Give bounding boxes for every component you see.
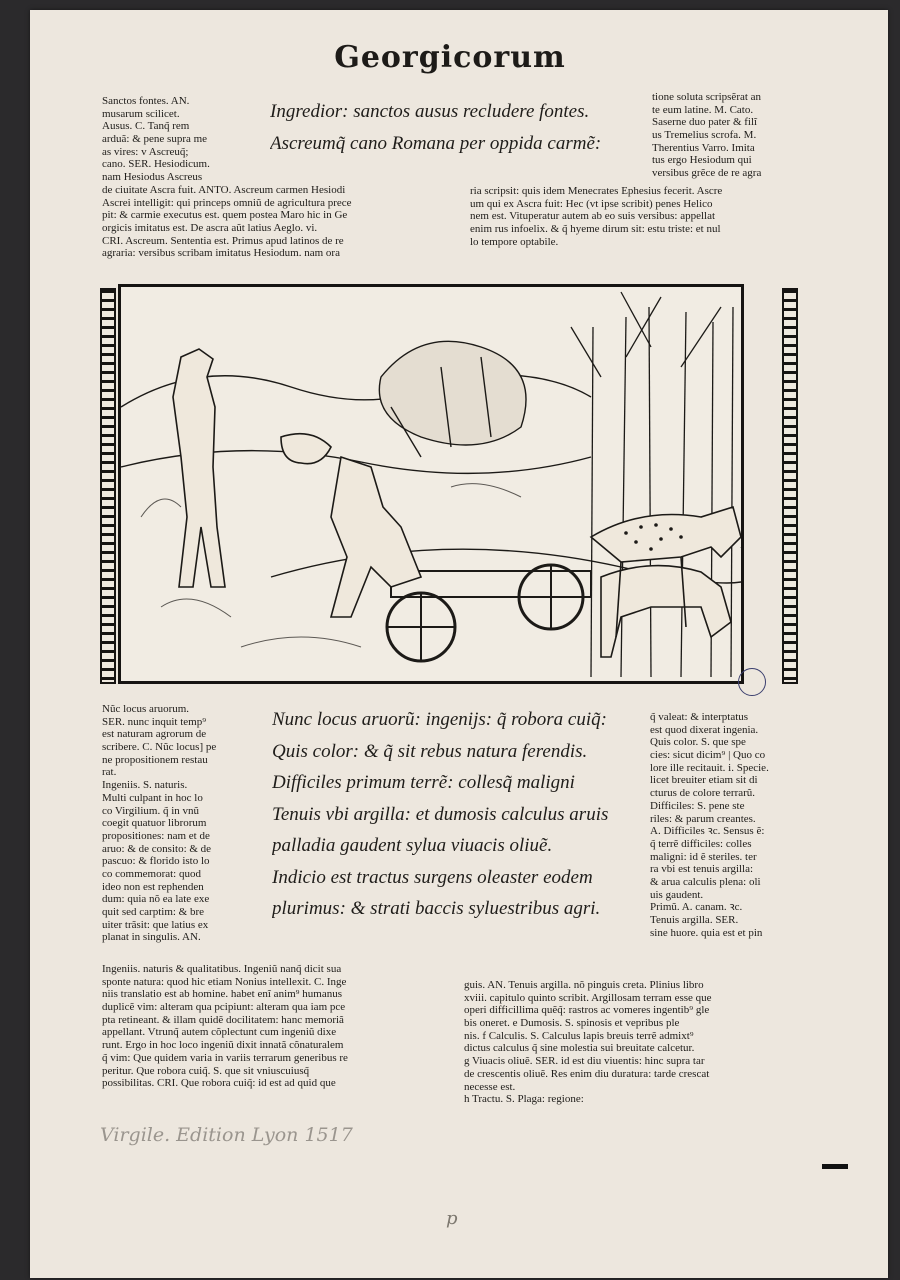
bottom-right-gloss-line: necesse est. [464,1080,516,1093]
library-stamp [738,668,766,696]
top-right-gloss [652,92,802,181]
mid-right-gloss-line: lore ille recitauit. i. Specie. [650,761,769,774]
bottom-right-gloss-line: xviii. capitulo quinto scribit. Argillosam terram esse que [464,991,712,1004]
top-center-gloss-line: lo tempore optabile. [470,235,559,248]
mid-left-gloss-line: est naturam agrorum de [102,728,207,741]
top-right-gloss-line: tus ergo Hesiodum qui [652,154,752,167]
bottom-left-gloss-line: q̃ vim: Que quidem varia in variis terrarum generibus re [102,1051,348,1064]
main-verse-line: Difficiles primum terrẽ: collesq̃ maligni [272,772,575,793]
bottom-right-gloss-line: nis. f Calculis. S. Calculus lapis breuis terrẽ admixt⁹ [464,1029,694,1042]
mid-left-gloss-line: rat. [102,766,117,779]
top-left-gloss-line: cano. SER. Hesiodicum. [102,158,210,171]
mid-right-gloss-line: sine huore. quia est et pin [650,926,763,939]
mid-right-gloss-line: & arua calculis plena: oli [650,875,761,888]
bottom-left-gloss-line: sponte natura: quod hic etiam Nonius intellexit. C. Inge [102,975,347,988]
bottom-right-gloss [464,980,804,1107]
top-verse [270,102,640,166]
top-left-gloss-line: nam Hesiodus Ascreus [102,171,203,184]
mid-right-gloss-line: uis gaudent. [650,888,704,901]
top-left-gloss-line: musarum scilicet. [102,107,180,120]
top-left-gloss-line: pit: & carmie executus est. quem postea Maro hic in Ge [102,209,348,222]
top-right-gloss-line: Saserne duo pater & filĩ [652,116,758,129]
mid-left-gloss-line: co commemorat: quod [102,867,201,880]
mid-right-gloss-line: cies: sicut dicim⁹ | Quo co [650,749,766,762]
mid-left-gloss-line: planat in singulis. AN. [102,931,201,944]
mid-left-gloss-line: ne propositionem restau [102,753,208,766]
mid-left-gloss-line: dum: quia nõ ea late exe [102,893,210,906]
bottom-left-gloss [102,964,442,1091]
mid-left-gloss-line: scribere. C. Nũc locus] pe [102,741,217,754]
top-left-gloss-line: orgicis imitatus est. De ascra aũt latius Aeglo. vi. [102,221,318,234]
top-right-gloss-line: versibus grẽce de re agra [652,167,762,180]
mid-left-gloss-line: Ingeniis. S. naturis. [102,779,188,792]
mid-right-gloss-line: Quis color. S. que spe [650,736,746,749]
main-verse-line: Quis color: & q̃ sit rebus natura ferendis. [272,740,588,762]
main-verse-line: palladia gaudent sylua viuacis oliuẽ. [272,835,553,856]
mid-right-gloss-line: est quod dixerat ingenia. [650,723,759,736]
middle-left-gloss [102,704,266,945]
top-left-gloss-line: Ausus. C. Tanq̃ rem [102,120,190,133]
top-right-gloss-line: us Tremelius scrofa. M. [652,129,757,142]
bottom-left-gloss-line: runt. Ergo in hoc loco ingeniũ dixit innatã cõnaturalem [102,1039,344,1052]
pencil-mark: p [446,1208,458,1229]
mid-left-gloss-line: SER. nunc inquit temp⁹ [102,715,207,728]
mid-left-gloss-line: Nũc locus aruorum. [102,704,190,715]
mid-right-gloss-line: A. Difficiles ꝛc. Sensus ẽ: [650,825,765,838]
top-center-gloss-line: nem est. Vituperatur autem ab eo suis versibus: appellat [470,210,716,223]
right-ornament-band [782,288,798,684]
bottom-left-gloss-line: pta retineant. & illam quidẽ docilitatem: hanc memoriã [102,1013,344,1026]
handwritten-note: Virgile. Edition Lyon 1517 [100,1124,353,1146]
bottom-left-gloss-line: duplicẽ vim: alteram qua pcipiunt: alteram qua iam pce [102,1001,346,1014]
main-verse-line: plurimus: & strati baccis syluestribus agri. [272,898,601,919]
mid-right-gloss-line: cturus de colore terrarũ. [650,787,756,800]
top-left-gloss-line: CRI. Ascreum. Sententia est. Primus apud latinos de re [102,234,344,247]
top-left-gloss-line: agraria: versibus scribam imitatus Hesiodum. nam ora [102,247,340,260]
mid-right-gloss-line: licet breuiter etiam sit di [650,774,758,787]
left-ornament-band [100,288,116,684]
mid-right-gloss-line: q̃ valeat: & interptatus [650,712,749,723]
top-center-gloss-line: um qui ex Ascra fuit: Hec (vt ipse scribit) penes Helico [470,197,713,210]
main-verse-line: Tenuis vbi argilla: et dumosis calculus aruis [272,803,609,825]
edge-marker [822,1164,848,1169]
top-left-gloss-line: arduã: & pene supra me [102,133,208,146]
mid-right-gloss-line: ra vbi est tenuis argilla: [650,863,754,876]
main-verse-line: Indicio est tractus surgens oleaster eodem [272,866,593,888]
top-left-gloss-line: de ciuitate Ascra fuit. ANTO. Ascreum carmen Hesiodi [102,183,346,196]
mid-left-gloss-line: co Virgilium. q̃ in vnũ [102,804,200,817]
mid-left-gloss-line: pascuo: & florido isto lo [102,855,210,868]
top-verse-line: Ascreumq̃ cano Romana per oppida carmẽ: [270,133,602,154]
top-center-gloss-line: ria scripsit: quis idem Menecrates Ephesius fecerit. Ascre [470,186,723,197]
woodcut-illustration [118,284,744,684]
bottom-right-gloss-line: g Viuacis oliuẽ. SER. id est diu viuentis: hinc supra tar [464,1055,705,1068]
mid-right-gloss-line: Tenuis argilla. SER. [650,914,739,926]
bottom-right-gloss-line: bis oneret. e Dumosis. S. spinosis et vepribus ple [464,1017,680,1030]
mid-right-gloss-line: riles: & parum creantes. [650,812,756,825]
mid-left-gloss-line: aruo: & de consito: & de [102,842,212,855]
bottom-left-gloss-line: peritur. Que robora cuiq̃. S. que sit vniuscuiusq̃ [102,1064,310,1077]
bottom-right-gloss-line: h Tractu. S. Plaga: regione: [464,1093,584,1106]
mid-right-gloss-line: maligni: id ẽ steriles. ter [650,850,757,863]
top-left-gloss-line: as vires: v Ascreuq̃; [102,145,189,158]
top-right-gloss-line: te eum latine. M. Cato. [652,103,754,116]
mid-left-gloss-line: ideo non est rephenden [102,880,204,893]
bottom-right-gloss-line: de crescentis oliuẽ. Res enim diu duratura: tarde crescat [464,1067,710,1080]
top-verse-line: Ingredior: sanctos ausus recludere fontes. [270,102,590,122]
bottom-right-gloss-line: guis. AN. Tenuis argilla. nõ pinguis creta. Plinius libro [464,980,704,991]
mid-right-gloss-line: q̃ terrẽ difficiles: colles [650,837,752,850]
bottom-left-gloss-line: appellant. Vtrunq̃ autem cõplectunt cum ingeniũ dixe [102,1026,337,1039]
mid-right-gloss-line: Primũ. A. canam. ꝛc. [650,901,743,914]
mid-right-gloss-line: Difficiles: S. pene ste [650,799,745,812]
top-center-gloss-line: enim rus infoelix. & q̃ hyeme dirum sit: estu triste: et nul [470,223,721,236]
main-verse-line: Nunc locus aruorũ: ingenijs: q̃ robora cuiq̃: [272,710,607,730]
top-left-gloss-line: Ascrei intelligit: qui princeps omniũ de agricultura prece [102,196,352,209]
bottom-right-gloss-line: operi difficillima quẽq̃: rastros ac vomeres ingentib⁹ gle [464,1004,710,1017]
mid-left-gloss-line: quit sed carptim: & bre [102,906,205,918]
page-header-title: Georgicorum [334,40,566,75]
bottom-left-gloss-line: Ingeniis. naturis & qualitatibus. Ingeniũ nanq̃ dicit sua [102,964,342,975]
woodcut-scene [121,287,741,681]
mid-left-gloss-line: uiter trãsit: que latius ex [102,918,209,931]
mid-left-gloss-line: propositiones: nam et de [102,829,210,842]
bottom-left-gloss-line: possibilitas. CRI. Que robora cuiq̃: id est ad quid que [102,1077,336,1090]
top-center-gloss [470,186,802,249]
main-verse [272,710,644,931]
bottom-right-gloss-line: dictus calculus q̃ sine molestia sui breuitate calcetur. [464,1042,695,1055]
top-right-gloss-line: Therentius Varro. Imita [652,141,755,154]
mid-left-gloss-line: coegit quatuor librorum [102,817,207,830]
middle-right-gloss [650,712,800,940]
bottom-left-gloss-line: niis translatio est ab homine. habet enĩ anim⁹ humanus [102,988,342,1001]
mid-left-gloss-line: Multi culpant in hoc lo [102,791,203,804]
top-left-gloss-line: Sanctos fontes. AN. [102,96,190,107]
top-right-gloss-line: tione soluta scripsẽrat an [652,92,762,103]
